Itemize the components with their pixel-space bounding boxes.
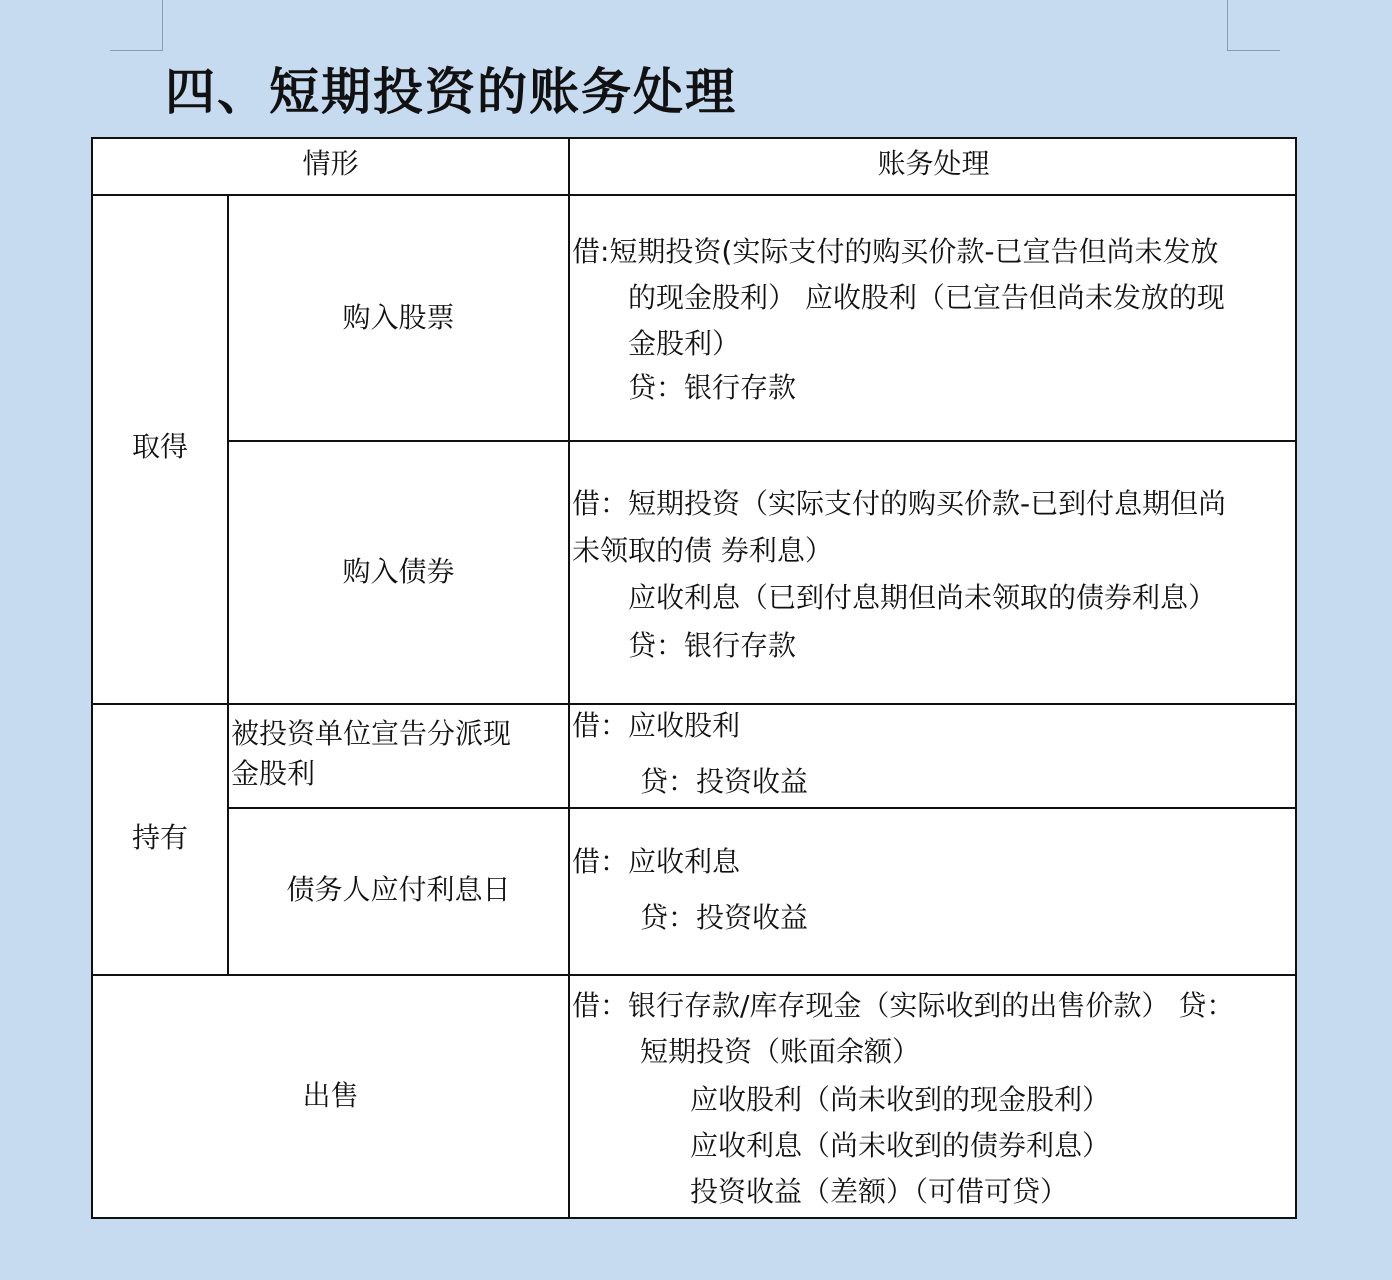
situation-buy-bond: 购入债券 xyxy=(342,555,455,588)
column-divider xyxy=(568,139,570,1219)
entry-line: 借：短期投资（实际支付的购买价款-已到付息期但尚 xyxy=(572,487,1227,520)
entry-line: 借：银行存款/库存现金（实际收到的出售价款） 贷： xyxy=(572,989,1235,1022)
group-acquire: 取得 xyxy=(131,430,188,463)
row-divider xyxy=(227,807,1297,809)
row-divider xyxy=(227,440,1297,442)
entry-line: 贷：投资收益 xyxy=(640,901,809,934)
entry-line: 未领取的债 券利息） xyxy=(572,534,833,567)
entry-line: 金股利） xyxy=(628,327,741,360)
entry-line: 贷：银行存款 xyxy=(628,371,797,404)
header-accounting: 账务处理 xyxy=(877,147,990,180)
entry-line: 贷：投资收益 xyxy=(640,765,809,798)
group-sell: 出售 xyxy=(302,1079,359,1112)
situation-interest-date: 债务人应付利息日 xyxy=(286,873,511,906)
situation-dividend-line: 被投资单位宣告分派现 xyxy=(231,717,512,750)
row-divider xyxy=(93,194,1297,196)
row-divider xyxy=(93,974,1297,976)
entry-line: 借：应收利息 xyxy=(572,845,741,878)
entry-line: 应收利息（尚未收到的债券利息） xyxy=(690,1129,1111,1162)
entry-line: 借：应收股利 xyxy=(572,709,741,742)
situation-buy-stock: 购入股票 xyxy=(342,301,455,334)
section-title: 四、短期投资的账务处理 xyxy=(165,62,737,121)
header-situation: 情形 xyxy=(302,147,359,180)
row-divider xyxy=(93,703,1297,705)
entry-line: 应收股利（尚未收到的现金股利） xyxy=(690,1083,1111,1116)
group-hold: 持有 xyxy=(131,821,188,854)
situation-dividend-line: 金股利 xyxy=(231,757,316,790)
margin-corner-mark xyxy=(110,0,163,51)
entry-line: 的现金股利） 应收股利（已宣告但尚未发放的现 xyxy=(628,281,1225,314)
entry-line: 借:短期投资(实际支付的购买价款-已宣告但尚未发放 xyxy=(572,235,1219,268)
entry-line: 应收利息（已到付息期但尚未领取的债券利息） xyxy=(628,581,1217,614)
accounting-table xyxy=(91,137,1297,1219)
margin-corner-mark xyxy=(1227,0,1280,51)
entry-line: 投资收益（差额）（可借可贷） xyxy=(690,1175,1069,1208)
entry-line: 贷：银行存款 xyxy=(628,629,797,662)
entry-line: 短期投资（账面余额） xyxy=(640,1035,921,1068)
